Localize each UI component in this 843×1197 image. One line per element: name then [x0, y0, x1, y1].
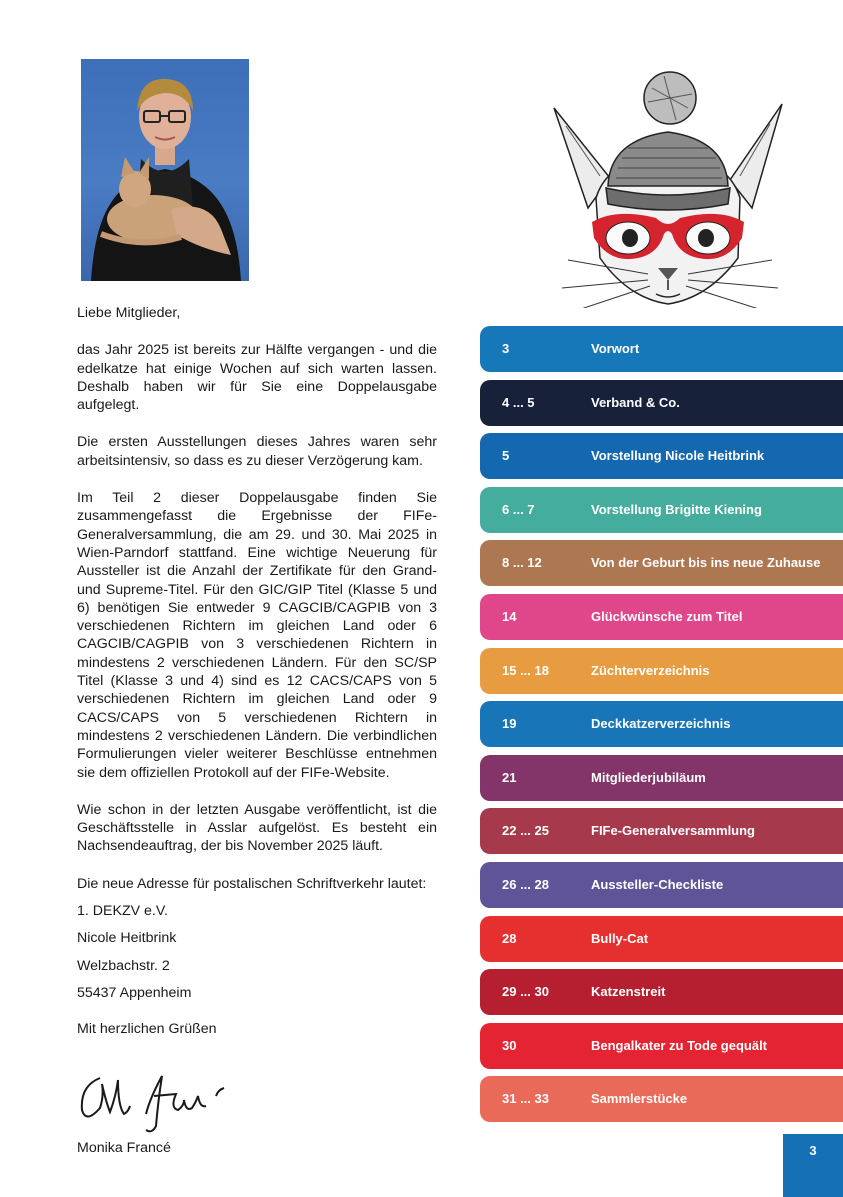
toc-title: Bengalkater zu Tode gequält [591, 1037, 768, 1053]
toc-item[interactable] [480, 326, 843, 372]
letter-paragraph: Im Teil 2 dieser Doppelausgabe finden Sie zusammengefasst die Ergebnisse der FIFe-Generalversammlung, die am 29. und 30. Mai 2025 in Wien-Parndorf stattfand. Eine wichtige Neuerung für Aussteller ist die Anzahl der Zertifikate für den Grand- und Supreme-Titel. Für den GIC/GIP Titel (Klasse 5 und 6) benötigen Sie entweder 9 CAGCIB/CAGPIB von 3 verschiedenen Richtern im gleichen Land oder 6 CAGCIB/CAGPIB von 3 verschiedenen Richtern in mindestens 2 verschiedenen Ländern. Für den SC/SP Titel (Klasse 3 und 4) sind es 12 CACS/CAPS von 5 verschiedenen Richtern im gleichen Land oder 9 CACS/CAPS von 5 verschiedenen Richtern in mindestens 2 verschiedenen Ländern. Die verbindlichen Formulierungen vieler weiterer Beschlüsse entnehmen sie dem offiziellen Protokoll auf der FIFe-Website. [77, 490, 437, 781]
toc-page-range: 4 ... 5 [502, 394, 535, 410]
toc-page-range: 29 ... 30 [502, 984, 549, 1000]
toc-title: Sammlerstücke [591, 1091, 688, 1107]
address-line: Nicole Heitbrink [77, 930, 177, 947]
address-line: Welzbachstr. 2 [77, 957, 170, 974]
toc-page-range: 8 ... 12 [502, 555, 542, 571]
toc-item[interactable] [480, 594, 843, 640]
toc-page-range: 19 [502, 716, 517, 732]
toc-item[interactable] [480, 862, 843, 908]
toc-page-range: 31 ... 33 [502, 1091, 549, 1107]
toc-title: Vorwort [591, 341, 640, 356]
toc-title: Glückwünsche zum Titel [591, 608, 743, 624]
toc-page-range: 14 [502, 608, 517, 624]
toc-title: Bully-Cat [591, 930, 649, 946]
toc-page-range: 3 [502, 341, 510, 356]
address-line: 1. DEKZV e.V. [77, 903, 168, 920]
toc-item[interactable] [480, 701, 843, 747]
signer-name: Monika Francé [77, 1140, 171, 1156]
toc-title: Katzenstreit [591, 984, 666, 1000]
toc-item[interactable] [480, 916, 843, 962]
toc-title: Mitgliederjubiläum [591, 769, 706, 785]
letter-paragraph: das Jahr 2025 ist bereits zur Hälfte vergangen - und die edelkatze hat einige Wochen auf sich warten lassen. Deshalb haben wir für Sie eine Doppelausgabe aufgelegt. [77, 342, 437, 414]
toc-page-range: 22 ... 25 [502, 823, 549, 839]
toc-item[interactable] [480, 648, 843, 694]
toc-title: Deckkatzerverzeichnis [591, 716, 731, 732]
toc-page-range: 21 [502, 769, 517, 785]
toc-page-range: 28 [502, 930, 517, 946]
cat-with-hat-illustration [548, 58, 788, 308]
letter-paragraph: Die neue Adresse für postalischen Schriftverkehr lautet: [77, 875, 427, 892]
page-number: 3 [783, 1134, 843, 1197]
toc-title: Von der Geburt bis ins neue Zuhause [591, 555, 821, 571]
toc-item[interactable] [480, 969, 843, 1015]
address-line: 55437 Appenheim [77, 984, 192, 1001]
toc-page-range: 30 [502, 1037, 517, 1053]
toc-item[interactable] [480, 755, 843, 801]
toc-title: Aussteller-Checkliste [591, 876, 724, 892]
toc-item[interactable] [480, 1023, 843, 1069]
letter-greeting: Liebe Mitglieder, [77, 305, 181, 321]
editorial-letter [77, 304, 437, 1058]
author-photo [81, 59, 249, 281]
letter-paragraph: Wie schon in der letzten Ausgabe veröffentlicht, ist die Geschäftsstelle in Asslar aufgelöst. Es besteht ein Nachsendeauftrag, der bis November 2025 läuft. [77, 801, 437, 855]
toc-page-range: 15 ... 18 [502, 662, 549, 678]
toc-title: FIFe-Generalversammlung [591, 823, 755, 839]
toc-item[interactable] [480, 808, 843, 854]
toc-item[interactable] [480, 1076, 843, 1122]
toc-item[interactable] [480, 487, 843, 533]
toc-title: Züchterverzeichnis [591, 662, 710, 678]
handwritten-signature [66, 1056, 266, 1136]
postal-address [77, 902, 437, 1002]
toc-title: Vorstellung Nicole Heitbrink [591, 448, 765, 464]
letter-paragraph: Die ersten Ausstellungen dieses Jahres waren sehr arbeitsintensiv, so dass es zu dieser Verzögerung kam. [77, 434, 437, 469]
toc-item[interactable] [480, 540, 843, 586]
toc-item[interactable] [480, 433, 843, 479]
table-of-contents [480, 326, 843, 1130]
letter-closing: Mit herzlichen Grüßen [77, 1021, 217, 1038]
toc-item[interactable] [480, 380, 843, 426]
toc-page-range: 26 ... 28 [502, 876, 549, 892]
toc-title: Vorstellung Brigitte Kiening [591, 501, 762, 517]
toc-page-range: 6 ... 7 [502, 501, 535, 517]
toc-title: Verband & Co. [591, 394, 680, 410]
toc-page-range: 5 [502, 448, 510, 464]
